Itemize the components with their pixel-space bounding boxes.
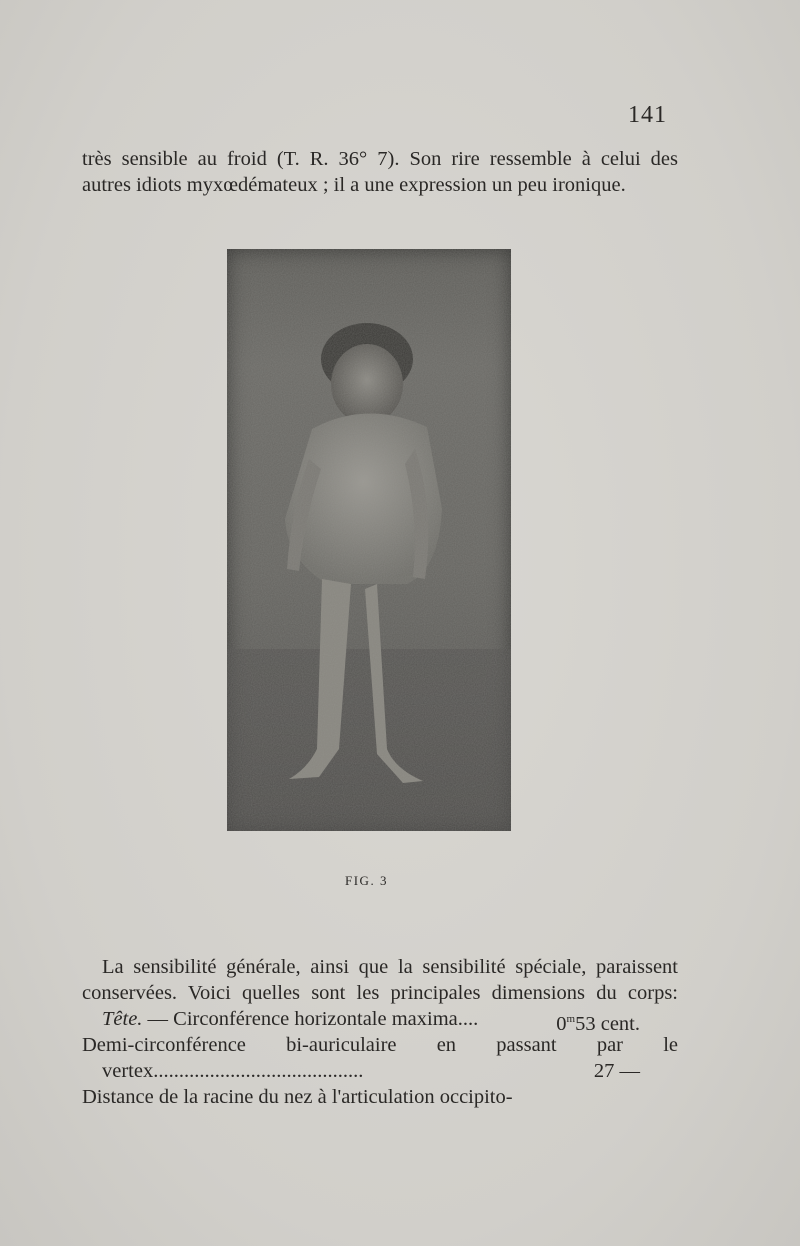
measurement-value: 27 — xyxy=(593,1060,640,1082)
photo-illustration xyxy=(227,249,511,831)
text-line: autres idiots myxœdémateux ; il a une expression un peu ironique. xyxy=(82,174,626,196)
page-number: 141 xyxy=(628,102,667,128)
value-unit: m xyxy=(566,1013,576,1025)
measurement-row-vertex xyxy=(82,1058,678,1084)
paragraph-top xyxy=(82,146,678,198)
measurement-label: vertex......................................... xyxy=(102,1060,364,1082)
text-line: très sensible au froid (T. R. 36° 7). Son rire ressemble à celui des xyxy=(82,148,678,170)
photograph-child xyxy=(227,249,511,831)
text-line: Distance de la racine du nez à l'articulation occipito- xyxy=(82,1086,513,1108)
value-number: 0 xyxy=(556,1013,567,1035)
paragraph-measurements xyxy=(82,954,678,1110)
measurement-text: — Circonférence horizontale maxima.... xyxy=(142,1008,479,1030)
measurement-label: Tête. xyxy=(102,1008,143,1030)
text-line: Demi-circonférence bi-auriculaire en passant par le xyxy=(82,1034,678,1056)
text-line: La sensibilité générale, ainsi que la sensibilité spéciale, paraissent xyxy=(102,956,678,978)
measurement-value xyxy=(556,1006,640,1037)
text-line: conservées. Voici quelles sont les principales dimensions du corps: xyxy=(82,982,678,1004)
figure-caption: FIG. 3 xyxy=(345,873,388,888)
measurement-row-tete xyxy=(82,1006,678,1035)
value-suffix: 53 cent. xyxy=(575,1013,640,1035)
